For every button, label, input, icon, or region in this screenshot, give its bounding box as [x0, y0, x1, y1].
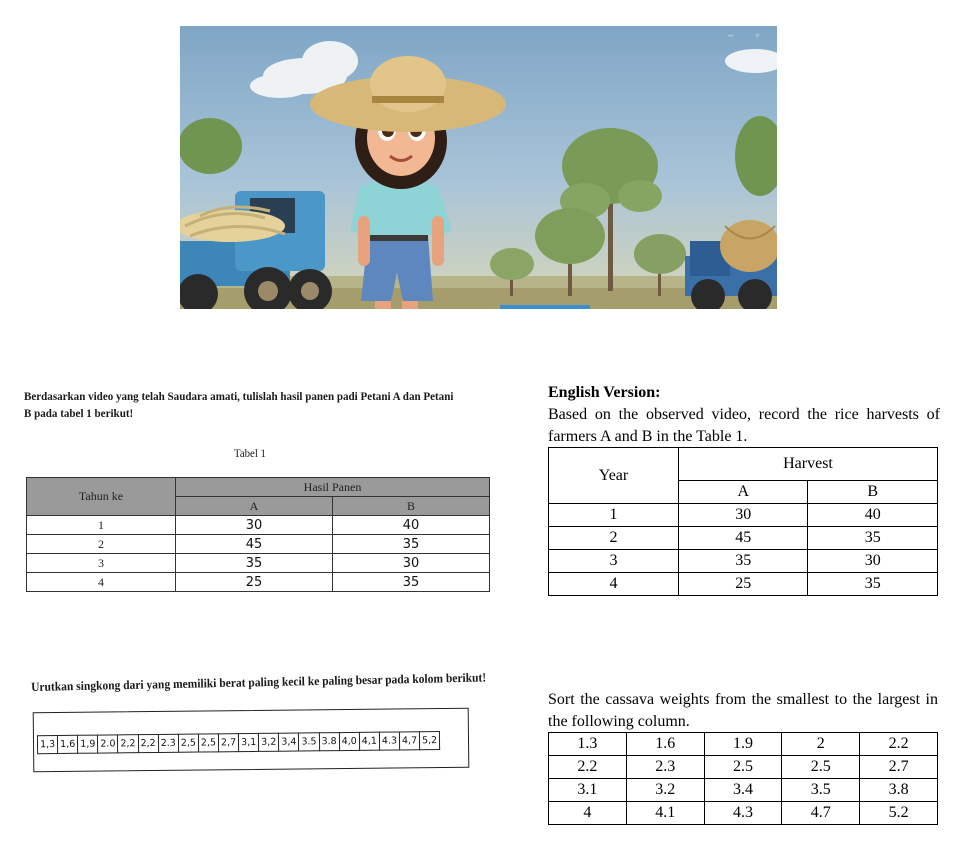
- scan-a-cell: 25: [176, 573, 333, 592]
- table-row: [549, 733, 938, 756]
- scan-year-cell: 1: [27, 516, 176, 535]
- handwritten-value: 3,1: [239, 733, 259, 752]
- handwritten-value: 4,1: [360, 732, 380, 751]
- scan-b-cell: 30: [333, 554, 490, 573]
- scan-year-cell: 4: [27, 573, 176, 592]
- handwritten-value: 2,2: [138, 734, 158, 753]
- farmer-illustration: [180, 26, 777, 309]
- scan-b-cell: 35: [333, 535, 490, 554]
- weight-cell: 3.8: [860, 779, 938, 802]
- weight-cell: 2.5: [704, 756, 782, 779]
- handwritten-value: 4,7: [400, 731, 420, 750]
- weight-cell: 1.6: [626, 733, 704, 756]
- weight-cell: 5.2: [860, 802, 938, 825]
- a-cell: 30: [679, 504, 808, 527]
- scan-a-cell: 45: [176, 535, 333, 554]
- handwritten-value: 3,4: [279, 732, 299, 751]
- year-cell: 3: [549, 550, 679, 573]
- handwritten-value: 4.3: [380, 731, 400, 750]
- col-year: Year: [549, 448, 679, 504]
- table-row: [27, 573, 490, 592]
- handwritten-value: 3.8: [319, 732, 339, 751]
- b-cell: 35: [808, 527, 938, 550]
- a-cell: 45: [679, 527, 808, 550]
- year-cell: 1: [549, 504, 679, 527]
- english-instruction: Based on the observed video, record the rice harvests of farmers A and B in the Table 1.: [548, 406, 940, 445]
- weight-cell: 3.5: [782, 779, 860, 802]
- scan-b-cell: 40: [333, 516, 490, 535]
- scan-b-cell: 35: [333, 573, 490, 592]
- table-row: [27, 516, 490, 535]
- weight-cell: 3.2: [626, 779, 704, 802]
- english-harvest-table: [548, 447, 938, 596]
- handwritten-value: 1,9: [78, 735, 98, 754]
- b-cell: 30: [808, 550, 938, 573]
- weight-cell: 4.1: [626, 802, 704, 825]
- scan-table-caption: Tabel 1: [234, 446, 266, 460]
- table-row: [549, 756, 938, 779]
- handwritten-sequence: [37, 731, 440, 754]
- english-version-title: English Version:: [548, 384, 661, 401]
- weight-cell: 2: [782, 733, 860, 756]
- scan-a-cell: 35: [176, 554, 333, 573]
- handwritten-value: 2.0: [98, 734, 118, 753]
- handwritten-value: 2,7: [219, 733, 239, 752]
- col-a: A: [679, 481, 808, 504]
- b-cell: 35: [808, 573, 938, 596]
- scan-col-harvest: Hasil Panen: [176, 478, 490, 497]
- col-harvest: Harvest: [679, 448, 938, 481]
- scan-a-cell: 30: [176, 516, 333, 535]
- table-row: [549, 779, 938, 802]
- sort-instruction: Sort the cassava weights from the smallest to the largest in the following column.: [548, 691, 938, 730]
- year-cell: 2: [549, 527, 679, 550]
- scan-year-cell: 3: [27, 554, 176, 573]
- b-cell: 40: [808, 504, 938, 527]
- weight-cell: 2.5: [782, 756, 860, 779]
- weight-cell: 4.3: [704, 802, 782, 825]
- scan-year-cell: 2: [27, 535, 176, 554]
- table-row: [549, 550, 938, 573]
- handwritten-value: 5,2: [420, 731, 440, 750]
- handwritten-value: 4,0: [340, 732, 360, 751]
- year-cell: 4: [549, 573, 679, 596]
- farmer-scene-graphic: [180, 26, 777, 309]
- weight-cell: 2.3: [626, 756, 704, 779]
- weight-cell: 2.7: [860, 756, 938, 779]
- scan-instruction: Berdasarkan video yang telah Saudara amati, tulislah hasil panen padi Petani A dan Petani B pada tabel 1 berikut!: [24, 389, 454, 420]
- weight-cell: 1.3: [549, 733, 627, 756]
- window-controls[interactable]: – ▫: [728, 30, 769, 40]
- handwritten-value: 3.5: [299, 732, 319, 751]
- scan-handwritten-strip: [33, 708, 470, 773]
- weight-cell: 3.1: [549, 779, 627, 802]
- handwritten-value: 1,6: [58, 735, 78, 754]
- handwritten-value: 2.3: [159, 734, 179, 753]
- handwritten-value: 3,2: [259, 733, 279, 752]
- table-row: [27, 554, 490, 573]
- table-row: [27, 535, 490, 554]
- cassava-sort-table: [548, 732, 938, 825]
- table-row: [549, 802, 938, 825]
- weight-cell: 4.7: [782, 802, 860, 825]
- weight-cell: 4: [549, 802, 627, 825]
- table-row: [549, 573, 938, 596]
- col-b: B: [808, 481, 938, 504]
- table-row: [549, 504, 938, 527]
- weight-cell: 1.9: [704, 733, 782, 756]
- table-row: [549, 527, 938, 550]
- handwritten-value: 2,5: [179, 734, 199, 753]
- scan-sort-instruction: Urutkan singkong dari yang memiliki berat paling kecil ke paling besar pada kolom berikut!: [31, 670, 487, 694]
- weight-cell: 2.2: [860, 733, 938, 756]
- scan-harvest-table: [26, 477, 490, 592]
- scan-col-b: B: [333, 497, 490, 516]
- weight-cell: 3.4: [704, 779, 782, 802]
- scan-col-year: Tahun ke: [27, 478, 176, 516]
- a-cell: 25: [679, 573, 808, 596]
- handwritten-value: 2,2: [118, 734, 138, 753]
- weight-cell: 2.2: [549, 756, 627, 779]
- scan-col-a: A: [176, 497, 333, 516]
- handwritten-value: 1,3: [37, 735, 58, 754]
- handwritten-value: 2,5: [199, 733, 219, 752]
- a-cell: 35: [679, 550, 808, 573]
